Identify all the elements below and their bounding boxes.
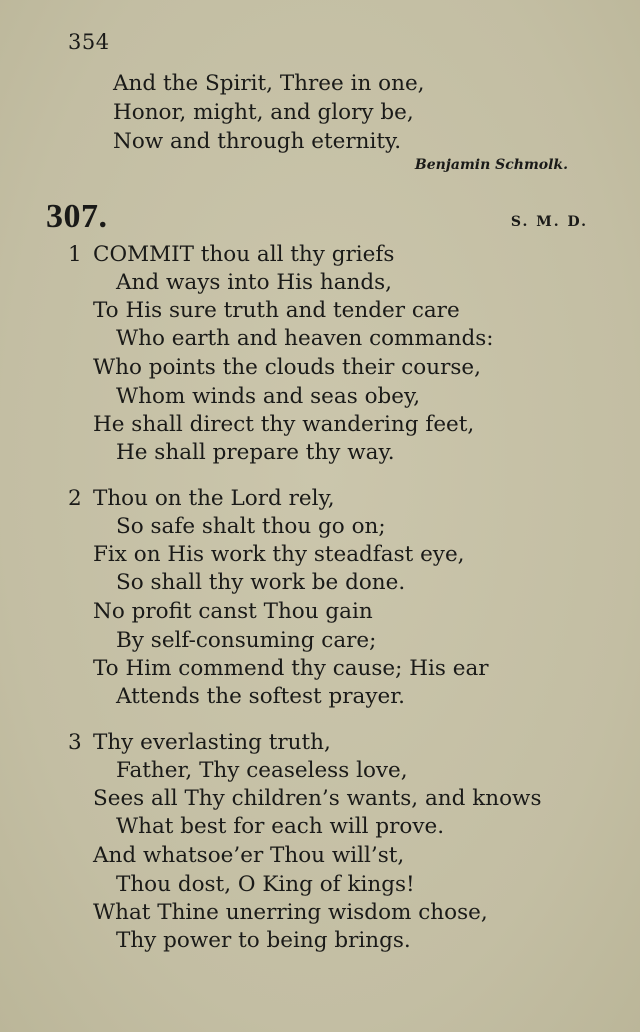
verse-line: Sees all Thy children’s wants, and knows (93, 786, 542, 811)
verse-line: What best for each will prove. (116, 814, 445, 839)
verse-line: By self-consuming care; (116, 628, 377, 653)
verse-line: Thou dost, O King of kings! (116, 872, 415, 897)
verse-line: COMMIT thou all thy griefs (93, 242, 395, 267)
verse-line: To Him commend thy cause; His ear (93, 656, 489, 681)
verse-line: Thy power to being brings. (116, 928, 411, 953)
verse-line: Whom winds and seas obey, (116, 384, 421, 409)
verse-line: Thy everlasting truth, (93, 730, 331, 755)
verse-line: Father, Thy ceaseless love, (116, 758, 408, 783)
verse-line: Fix on His work thy steadfast eye, (93, 542, 465, 567)
verse-number: 1 (68, 242, 82, 267)
verse-line: And ways into His hands, (116, 270, 392, 295)
verse-line: To His sure truth and tender care (93, 298, 460, 323)
prev-hymn-line: Now and through eternity. (113, 129, 402, 154)
author-attribution: Benjamin Schmolk. (414, 157, 568, 173)
verse-line: Who earth and heaven commands: (116, 326, 494, 351)
hymn-number: 307. (46, 198, 108, 235)
verse-number: 3 (68, 730, 82, 755)
verse-line: No profit canst Thou gain (93, 599, 373, 624)
prev-hymn-line: And the Spirit, Three in one, (113, 71, 425, 96)
verse-line: Thou on the Lord rely, (93, 486, 335, 511)
page-number: 354 (68, 30, 110, 54)
verse-line: What Thine unerring wisdom chose, (93, 900, 488, 925)
verse-line: So shall thy work be done. (116, 570, 406, 595)
verse-line: And whatsoe’er Thou will’st, (93, 843, 405, 868)
verse-line: Who points the clouds their course, (93, 355, 481, 380)
verse-line: Attends the softest prayer. (116, 684, 405, 709)
verse-line: He shall direct thy wandering feet, (93, 412, 475, 437)
verse-line: He shall prepare thy way. (116, 440, 395, 465)
verse-number: 2 (68, 486, 82, 511)
verse-line: So safe shalt thou go on; (116, 514, 386, 539)
prev-hymn-line: Honor, might, and glory be, (113, 100, 414, 125)
hymn-meter: S. M. D. (510, 214, 588, 230)
